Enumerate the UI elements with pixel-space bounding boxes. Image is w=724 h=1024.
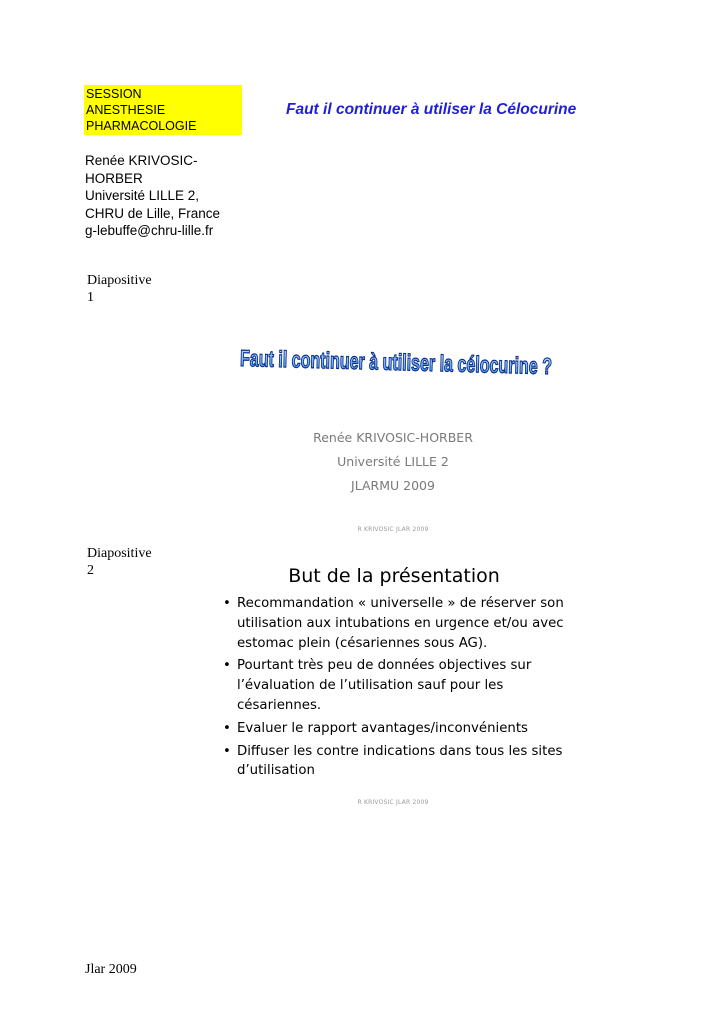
slide-number: 1 [87, 290, 94, 305]
slide-1-meta [178, 426, 608, 498]
author-line: HORBER [85, 170, 143, 186]
wordart-text: Faut il continuer à utiliser la célocurine ? [239, 344, 688, 383]
author-block [85, 152, 220, 240]
session-line: ANESTHESIE [86, 103, 166, 117]
session-box [84, 85, 242, 135]
bullet-item: • Recommandation « universelle » de réserver son utilisation aux intubations en urgence et/ou avec estomac plein (césariennes sous AG). [222, 594, 582, 653]
bullet-item: • Evaluer le rapport avantages/inconvénients [222, 719, 582, 739]
slide-1-author: Renée KRIVOSIC-HORBER [313, 430, 473, 445]
author-line: CHRU de Lille, France [85, 205, 221, 221]
session-line: PHARMACOLOGIE [86, 119, 197, 133]
page-footer: Jlar 2009 [85, 962, 137, 977]
slide-2-label [87, 545, 152, 579]
slide-2-bullet-list [222, 594, 582, 784]
slide-number: 2 [87, 563, 94, 578]
slide-1-wordart-title [0, 333, 724, 393]
bullet-item: • Diffuser les contre indications dans tous les sites d’utilisation [222, 742, 582, 782]
slide-2-footer: R KRIVOSIC JLAR 2009 [357, 799, 429, 806]
session-line: SESSION [86, 87, 142, 101]
slide-1-event: JLARMU 2009 [351, 478, 435, 493]
author-email: g-lebuffe@chru-lille.fr [85, 223, 214, 238]
slide-2-title: But de la présentation [288, 565, 500, 587]
bullet-item: • Pourtant très peu de données objectives sur l’évaluation de l’utilisation sauf pour les césariennes. [222, 656, 582, 715]
author-line: Renée KRIVOSIC- [85, 153, 198, 168]
slide-label-text: Diapositive [87, 273, 152, 288]
slide-label-text: Diapositive [87, 546, 152, 561]
slide-1-university: Université LILLE 2 [337, 454, 449, 469]
slide-1-label [87, 272, 152, 306]
document-title: Faut il continuer à utiliser la Célocurine [286, 101, 577, 118]
slide-1-footer: R KRIVOSIC JLAR 2009 [357, 526, 429, 533]
author-line: Université LILLE 2, [85, 188, 200, 203]
